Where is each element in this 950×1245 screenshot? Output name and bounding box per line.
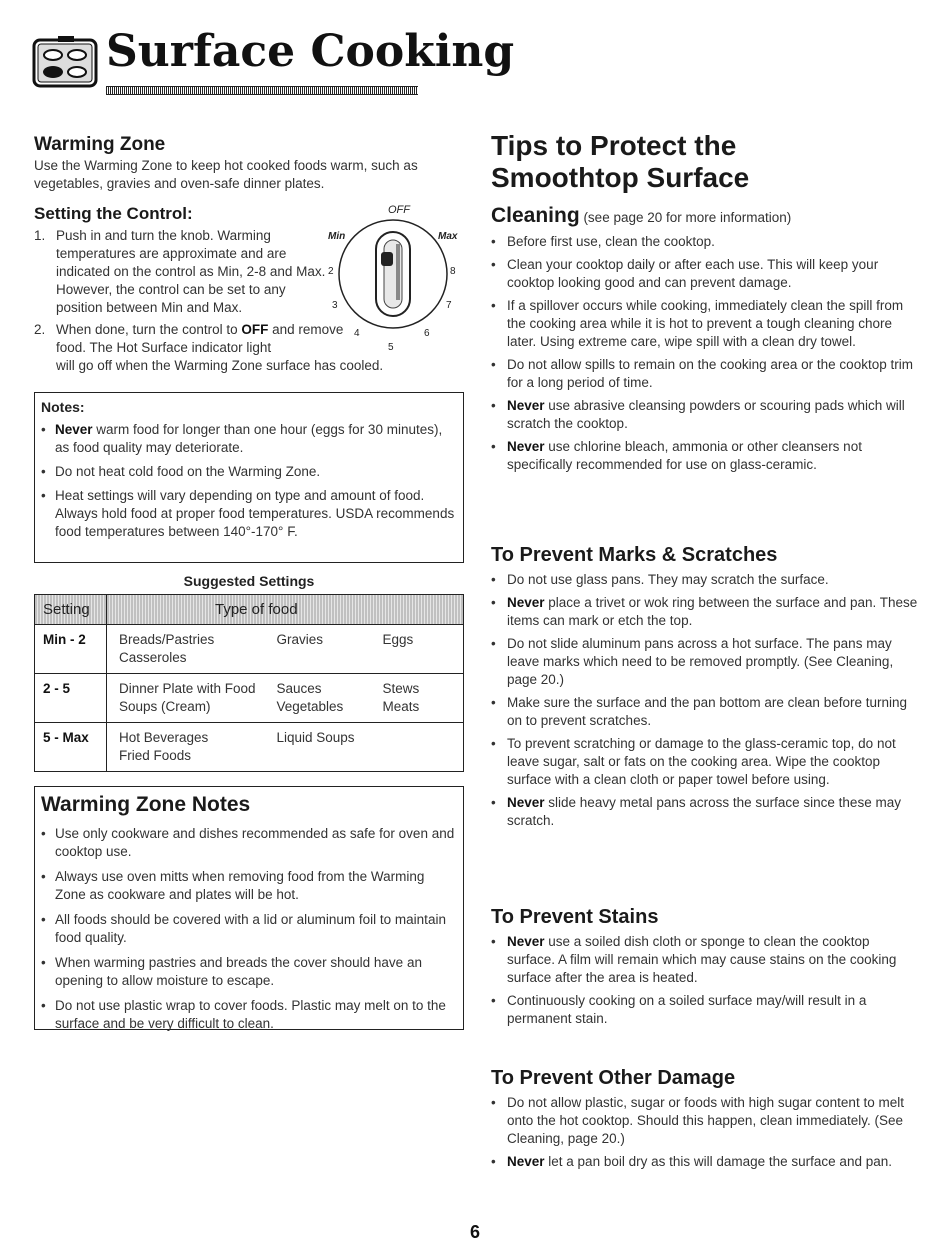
list-item: [491, 635, 921, 689]
list-item: [491, 297, 921, 351]
warming-zone-notes-box: [34, 786, 464, 1030]
stains-section: [491, 906, 921, 1033]
table-row: [35, 625, 464, 674]
list-item-text: place a trivet or wok ring between the surface and pan. These items can mark or etch the top.: [507, 595, 918, 628]
list-item: • Always use oven mitts when removing food from the Warming Zone as cookware and plates will be hot.: [41, 868, 455, 904]
list-item: [491, 1094, 921, 1148]
cleaning-title: Cleaning: [491, 204, 580, 227]
setting-steps: [34, 227, 474, 375]
suggested-settings-table: [34, 594, 464, 772]
knob-label-2: 2: [328, 266, 334, 277]
warming-zone-notes-list: [41, 825, 455, 1033]
list-item-text: To prevent scratching or damage to the glass-ceramic top, do not leave sugar, salt or fats on the cooking area. Wipe the cooktop surface with a clean cloth or paper towel before using.: [507, 736, 896, 787]
list-item-text: use a soiled dish cloth or sponge to clean the cooktop surface. A film will remain which may cause stains on the cooking surface after the area is heated.: [507, 934, 897, 985]
list-item: [41, 421, 457, 457]
food-cell: [383, 723, 464, 772]
list-item-text: If a spillover occurs while cooking, immediately clean the spill from the cooking area while it is hot to prevent a tough cleaning chore later. Using extreme care, wipe spill with a clean dry towel.: [507, 298, 904, 349]
stains-list: [491, 933, 921, 1028]
list-item: [491, 735, 921, 789]
table-row: [35, 674, 464, 723]
step-2-number: 2.: [34, 322, 46, 337]
stains-heading: To Prevent Stains: [491, 906, 659, 928]
emphasis: Never: [507, 1154, 545, 1169]
list-item: • Use only cookware and dishes recommended as safe for oven and cooktop use.: [41, 825, 455, 861]
food-cell: [383, 674, 464, 723]
list-item: [491, 794, 921, 830]
step-1-number: 1.: [34, 228, 46, 243]
knob-label-3: 3: [332, 300, 338, 311]
list-item-text: Before first use, clean the cooktop.: [507, 234, 715, 249]
setting-control-heading: Setting the Control:: [34, 204, 193, 223]
list-item-text: Do not heat cold food on the Warming Zone.: [55, 464, 321, 479]
food-item: Sauces: [276, 681, 322, 696]
other-damage-section: [491, 1067, 921, 1176]
setting-cell: Min - 2: [35, 625, 107, 674]
list-item: • All foods should be covered with a lid or aluminum foil to maintain food quality.: [41, 911, 455, 947]
step-2-off-label: OFF: [241, 322, 269, 337]
food-item: Soups (Cream): [119, 699, 211, 714]
emphasis: Never: [507, 934, 545, 949]
list-item: [491, 438, 921, 474]
step-2-text-a: When done, turn the control to: [56, 322, 242, 337]
list-item: • When warming pastries and breads the cover should have an opening to allow moisture to escape.: [41, 954, 455, 990]
tips-heading-line-1: Tips to Protect the: [491, 130, 737, 161]
list-item: [491, 1153, 921, 1171]
knob-label-off: OFF: [388, 204, 410, 216]
cleaning-section: [491, 233, 921, 479]
list-item-text: Do not slide aluminum pans across a hot surface. The pans may leave marks which need to be removed promptly. (See Cleaning, page 20.): [507, 636, 894, 687]
knob-label-min: Min: [328, 231, 346, 242]
emphasis: Never: [55, 422, 93, 437]
marks-section: [491, 544, 921, 835]
emphasis: Never: [507, 398, 545, 413]
step-2-text-b: and remove food. The Hot Surface indicator light: [56, 322, 344, 355]
food-item: Gravies: [276, 632, 324, 647]
list-item-text: Clean your cooktop daily or after each use. This will keep your cooktop looking good and can prevent damage.: [507, 257, 879, 290]
marks-list: [491, 571, 921, 830]
page-number: 6: [469, 1222, 480, 1242]
food-cell: [277, 674, 383, 723]
notes-title: Notes:: [41, 399, 85, 415]
food-item: Liquid Soups: [276, 730, 355, 745]
cleaning-page-note: (see page 20 for more information): [579, 210, 792, 225]
list-item-text: slide heavy metal pans across the surface since these may scratch.: [507, 795, 901, 828]
emphasis: Never: [507, 595, 545, 610]
food-item: Breads/Pastries: [119, 632, 215, 647]
knob-label-4: 4: [354, 328, 360, 339]
list-item-text: Do not allow plastic, sugar or foods with high sugar content to melt onto the hot cooktop. Should this happen, clean immediately. (See Cleaning, page 20.): [507, 1095, 904, 1146]
list-item: [41, 487, 457, 541]
setting-cell: 2 - 5: [35, 674, 107, 723]
food-item: Casseroles: [119, 650, 187, 665]
page-title: Surface Cooking: [106, 26, 515, 77]
list-item: [491, 933, 921, 987]
tips-heading-line-2: Smoothtop Surface: [491, 162, 750, 193]
list-item-text: Continuously cooking on a soiled surface may/will result in a permanent stain.: [507, 993, 867, 1026]
warming-zone-heading: Warming Zone: [34, 134, 166, 155]
list-item: [491, 694, 921, 730]
food-cell: [277, 723, 383, 772]
list-item: [491, 356, 921, 392]
step-2-text-c: will go off when the Warming Zone surface has cooled.: [56, 358, 384, 373]
page-header: [32, 22, 515, 102]
knob-label-6: 6: [424, 328, 430, 339]
column-header-food: Type of food: [107, 595, 464, 625]
list-item-text: Do not allow spills to remain on the cooking area or the cooktop trim for a long period of time.: [507, 357, 913, 390]
list-item-text: Do not use glass pans. They may scratch the surface.: [507, 572, 829, 587]
setting-cell: 5 - Max: [35, 723, 107, 772]
column-header-setting: Setting: [35, 595, 107, 625]
list-item: [491, 594, 921, 630]
emphasis: Never: [507, 439, 545, 454]
warming-zone-intro: Use the Warming Zone to keep hot cooked foods warm, such as vegetables, gravies and oven-safe dinner plates.: [34, 158, 418, 191]
list-item-text: let a pan boil dry as this will damage the surface and pan.: [544, 1154, 892, 1169]
food-item: Fried Foods: [119, 748, 192, 763]
step-1-text: Push in and turn the knob. Warming temperatures are approximate and are indicated on the control as Min, 2-8 and Max. However, the control can be set to any position between Min and Max.: [56, 228, 326, 315]
food-item: Eggs: [382, 632, 414, 647]
list-item: [491, 397, 921, 433]
other-damage-list: [491, 1094, 921, 1171]
cleaning-list: [491, 233, 921, 474]
food-cell: [107, 674, 277, 723]
list-item: [491, 256, 921, 292]
food-cell: [383, 625, 464, 674]
food-item: Stews: [382, 681, 420, 696]
list-item: [491, 233, 921, 251]
cooktop-icon: [32, 34, 100, 90]
list-item-text: use abrasive cleansing powders or scouring pads which will scratch the cooktop.: [507, 398, 905, 431]
food-cell: [107, 723, 277, 772]
knob-label-5: 5: [388, 342, 394, 353]
suggested-settings-title: Suggested Settings: [183, 573, 315, 589]
food-item: Dinner Plate with Food: [119, 681, 256, 696]
other-damage-heading: To Prevent Other Damage: [491, 1067, 736, 1089]
step-1: [34, 227, 334, 317]
food-item: Vegetables: [276, 699, 344, 714]
notes-box: [34, 392, 464, 563]
list-item-text: warm food for longer than one hour (eggs for 30 minutes), as food quality may deteriorate.: [55, 422, 443, 455]
knob-label-max: Max: [438, 231, 458, 242]
list-item: [41, 463, 457, 481]
knob-label-8: 8: [450, 266, 456, 277]
emphasis: Never: [507, 795, 545, 810]
title-underline: [106, 86, 418, 95]
list-item-text: Make sure the surface and the pan bottom are clean before turning on to prevent scratches.: [507, 695, 907, 728]
food-item: Meats: [382, 699, 420, 714]
step-2: [34, 321, 474, 375]
list-item: • Do not use plastic wrap to cover foods. Plastic may melt on to the surface and be very difficult to clean.: [41, 997, 455, 1033]
list-item-text: use chlorine bleach, ammonia or other cleansers not specifically recommended for use on glass-ceramic.: [507, 439, 862, 472]
notes-list: [41, 421, 457, 541]
marks-heading: To Prevent Marks & Scratches: [491, 544, 778, 566]
list-item: [491, 571, 921, 589]
cleaning-heading: [491, 204, 791, 228]
list-item: [491, 992, 921, 1028]
knob-label-7: 7: [446, 300, 452, 311]
food-cell: [107, 625, 277, 674]
food-item: Hot Beverages: [119, 730, 209, 745]
tips-heading: [491, 130, 749, 194]
food-cell: [277, 625, 383, 674]
list-item-text: Heat settings will vary depending on type and amount of food. Always hold food at proper food temperatures. USDA recommends food temperatures between 140°-170° F.: [55, 488, 455, 539]
warming-zone-notes-title: Warming Zone Notes: [41, 793, 251, 816]
table-row: [35, 723, 464, 772]
